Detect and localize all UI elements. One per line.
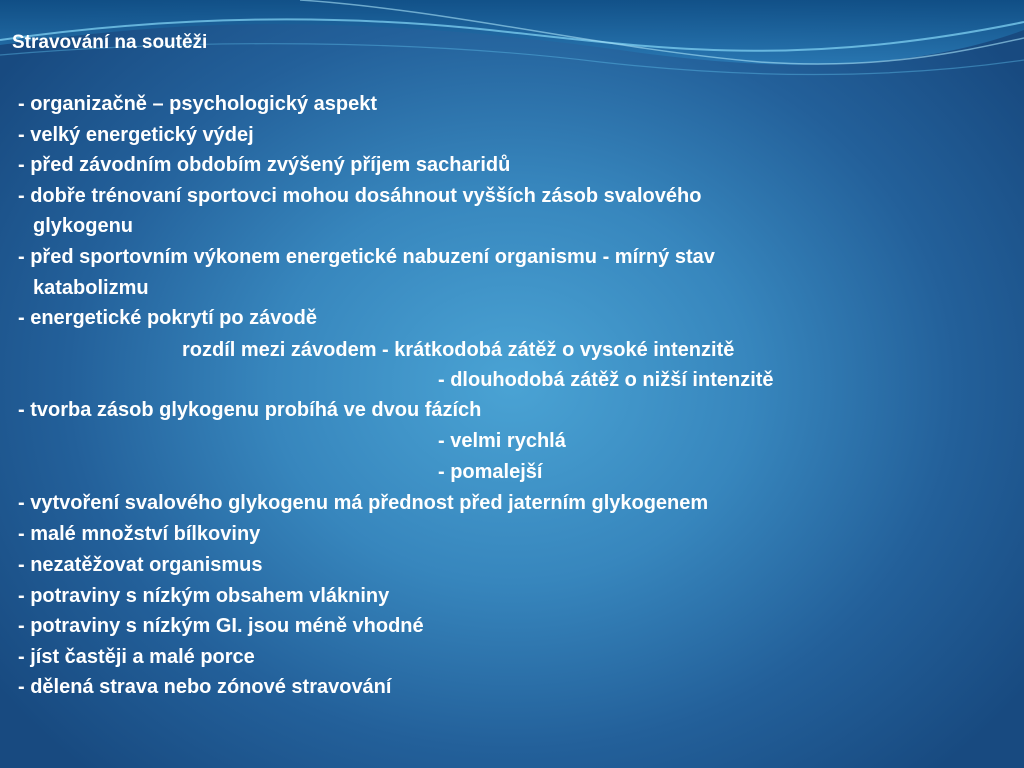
bullet-line: - před sportovním výkonem energetické nabuzení organismu - mírný stav [18,246,715,268]
bullet-line: - vytvoření svalového glykogenu má přednost před jaterním glykogenem [18,492,709,514]
slide-title: Stravování na soutěži [12,32,208,53]
bullet-continuation: katabolizmu [33,277,149,299]
bullet-line: - dobře trénovaní sportovci mohou dosáhnout vyšších zásob svalového [18,185,702,207]
bullet-line: - potraviny s nízkým GI. jsou méně vhodné [18,615,424,637]
bullet-line: - před závodním obdobím zvýšený příjem sacharidů [18,154,511,176]
bullet-line: - velký energetický výdej [18,124,254,146]
bullet-line: - tvorba zásob glykogenu probíhá ve dvou fázích [18,399,482,421]
indented-subline: - pomalejší [438,461,543,483]
indented-subline: - velmi rychlá [438,430,566,452]
bullet-line: - dělená strava nebo zónové stravování [18,676,392,698]
bullet-line: - malé množství bílkoviny [18,523,261,545]
bullet-continuation: glykogenu [33,215,134,237]
bullet-line: - organizačně – psychologický aspekt [18,93,378,115]
bullet-line: - jíst častěji a malé porce [18,646,255,668]
bullet-line: - potraviny s nízkým obsahem vlákniny [18,585,390,607]
indented-line: rozdíl mezi závodem - krátkodobá zátěž o vysoké intenzitě [182,339,735,361]
bullet-line: - energetické pokrytí po závodě [18,307,317,329]
bullet-line: - nezatěžovat organismus [18,554,263,576]
indented-subline: - dlouhodobá zátěž o nižší intenzitě [438,369,774,391]
